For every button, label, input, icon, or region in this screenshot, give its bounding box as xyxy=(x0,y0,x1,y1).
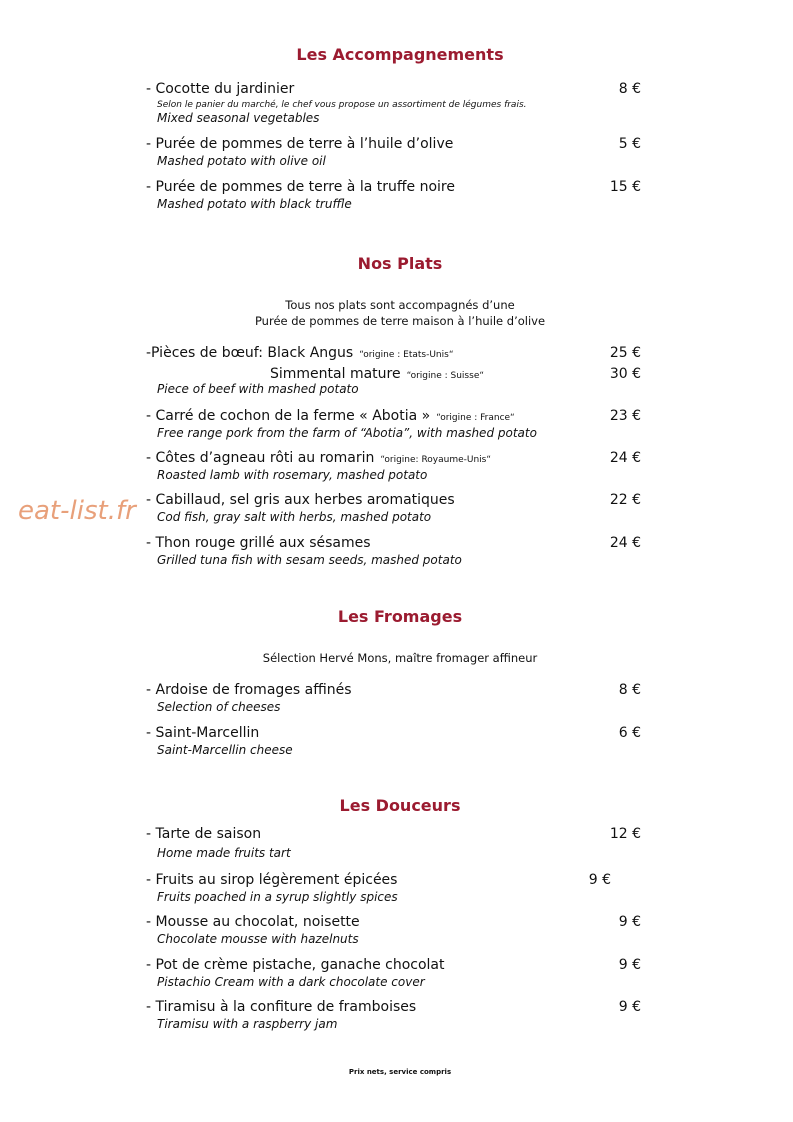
item-price: 9 € xyxy=(588,872,611,888)
item-description-en: Mixed seasonal vegetables xyxy=(157,111,320,125)
item-origin: “origine : France“ xyxy=(436,413,515,423)
menu-item xyxy=(146,825,641,865)
item-name: - Purée de pommes de terre à la truffe noire xyxy=(146,179,455,195)
menu-item xyxy=(146,913,641,953)
item-name: - Mousse au chocolat, noisette xyxy=(146,914,360,930)
item-price: 9 € xyxy=(618,957,641,973)
item-price: 8 € xyxy=(618,81,641,97)
item-description-en: Mashed potato with black truffle xyxy=(157,197,352,211)
item-name: - Pot de crème pistache, ganache chocolat xyxy=(146,957,445,973)
item-description-en: Free range pork from the farm of “Abotia”, with mashed potato xyxy=(157,426,537,440)
item-description-en: Pistachio Cream with a dark chocolate cover xyxy=(157,975,425,989)
item-name: - Ardoise de fromages affinés xyxy=(146,682,352,698)
item-origin: “origine: Royaume-Unis“ xyxy=(380,455,492,465)
item-description-en: Fruits poached in a syrup slightly spices xyxy=(157,890,398,904)
section-note: Sélection Hervé Mons, maître fromager affineur xyxy=(262,651,538,665)
item-name: - Tiramisu à la confiture de framboises xyxy=(146,999,417,1015)
item-description-en: Roasted lamb with rosemary, mashed potato xyxy=(157,468,428,482)
menu-item xyxy=(146,344,641,400)
item-price: 23 € xyxy=(609,408,641,424)
section-title-plats: Nos Plats xyxy=(357,254,443,273)
item-price: 9 € xyxy=(618,999,641,1015)
item-description-fr: Selon le panier du marché, le chef vous propose un assortiment de légumes frais. xyxy=(157,100,527,110)
item-name: - Fruits au sirop légèrement épicées xyxy=(146,872,398,888)
item-description-en: Cod fish, gray salt with herbs, mashed potato xyxy=(157,510,432,524)
menu-item xyxy=(146,407,641,447)
section-title-douceurs: Les Douceurs xyxy=(339,796,461,815)
item-description-en: Grilled tuna fish with sesam seeds, mashed potato xyxy=(157,553,462,567)
item-name: - Purée de pommes de terre à l’huile d’olive xyxy=(146,136,454,152)
menu-item xyxy=(146,681,641,721)
item-origin: “origine : Suisse“ xyxy=(406,371,485,381)
menu-item xyxy=(146,998,641,1038)
item-price: 5 € xyxy=(618,136,641,152)
item-description-en: Saint-Marcellin cheese xyxy=(157,743,293,757)
menu-item xyxy=(146,871,641,911)
menu-item xyxy=(146,956,641,996)
item-name: - Thon rouge grillé aux sésames xyxy=(146,535,371,551)
menu-item xyxy=(146,135,641,175)
menu-item xyxy=(146,724,641,764)
menu-item xyxy=(146,491,641,531)
item-description-en: Tiramisu with a raspberry jam xyxy=(157,1017,338,1031)
item-subname: Simmental mature “origine : Suisse“ xyxy=(270,366,485,382)
item-price: 24 € xyxy=(609,535,641,551)
menu-item xyxy=(146,534,641,574)
item-price: 15 € xyxy=(609,179,641,195)
item-price: 22 € xyxy=(609,492,641,508)
item-price: 8 € xyxy=(618,682,641,698)
section-note: Tous nos plats sont accompagnés d’une xyxy=(285,298,515,312)
item-price: 24 € xyxy=(609,450,641,466)
item-description-en: Selection of cheeses xyxy=(157,700,281,714)
item-name: - Cabillaud, sel gris aux herbes aromatiques xyxy=(146,492,455,508)
item-name: - Carré de cochon de la ferme « Abotia » “origine : France“ xyxy=(146,408,515,424)
item-name: - Tarte de saison xyxy=(146,826,262,842)
watermark: eat-list.fr xyxy=(18,496,136,526)
item-description-en: Chocolate mousse with hazelnuts xyxy=(157,932,359,946)
item-name: - Côtes d’agneau rôti au romarin “origine: Royaume-Unis“ xyxy=(146,450,492,466)
menu-item xyxy=(146,178,641,218)
section-title-accompagnements: Les Accompagnements xyxy=(296,45,504,64)
item-name: -Pièces de bœuf: Black Angus “origine : Etats-Unis“ xyxy=(146,345,454,361)
footer-note: Prix nets, service compris xyxy=(348,1068,452,1076)
item-price: 12 € xyxy=(609,826,641,842)
item-description-en: Piece of beef with mashed potato xyxy=(157,382,359,396)
item-origin: “origine : Etats-Unis“ xyxy=(359,350,454,360)
item-price: 30 € xyxy=(609,366,641,382)
item-description-en: Mashed potato with olive oil xyxy=(157,154,326,168)
item-price: 9 € xyxy=(618,914,641,930)
item-price: 25 € xyxy=(609,345,641,361)
item-name: - Cocotte du jardinier xyxy=(146,81,295,97)
menu-item xyxy=(146,80,641,125)
section-title-fromages: Les Fromages xyxy=(337,607,463,626)
section-note: Purée de pommes de terre maison à l’huile d’olive xyxy=(254,314,546,328)
item-price: 6 € xyxy=(618,725,641,741)
menu-item xyxy=(146,449,641,489)
item-name: - Saint-Marcellin xyxy=(146,725,260,741)
item-description-en: Home made fruits tart xyxy=(157,846,291,860)
